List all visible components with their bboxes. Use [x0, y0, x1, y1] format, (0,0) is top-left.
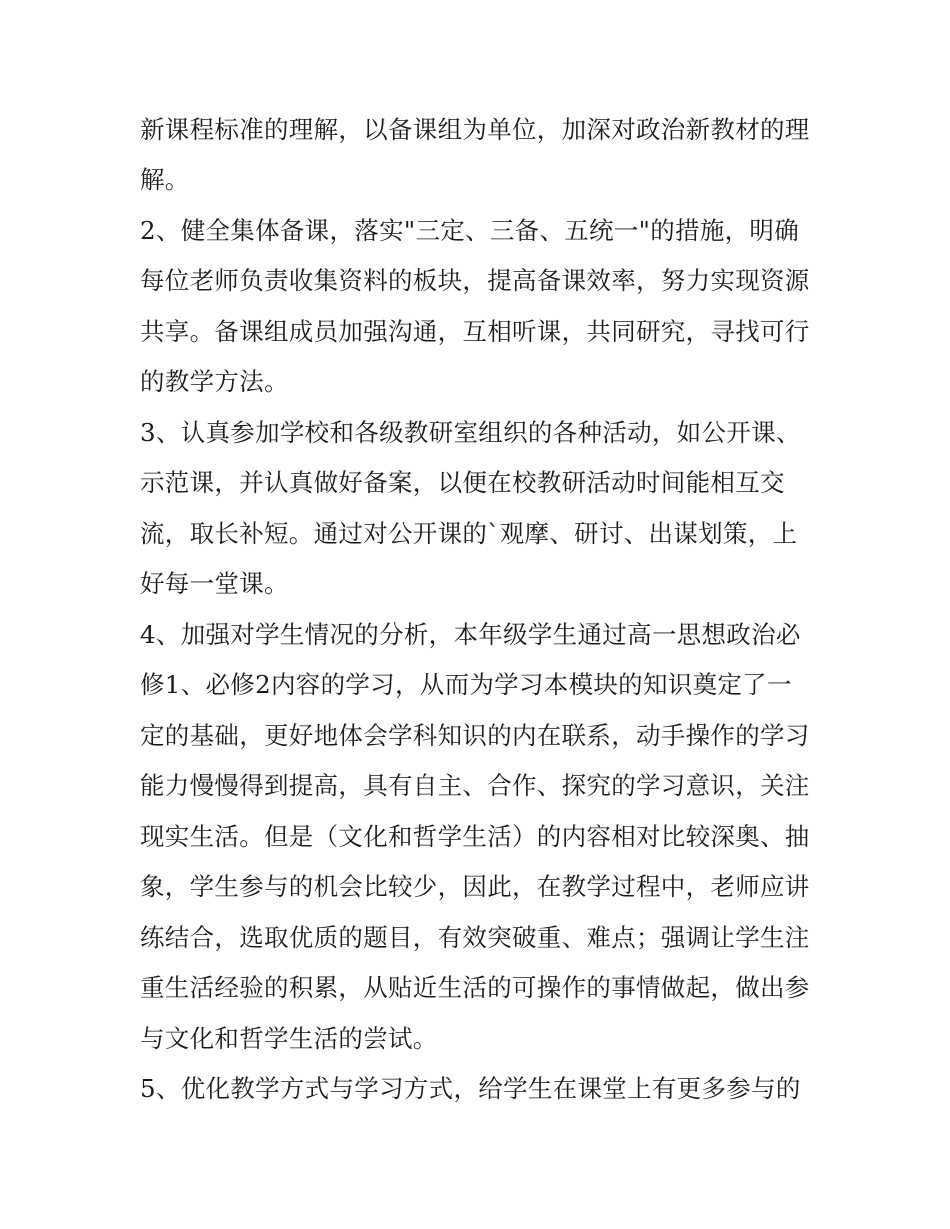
text-line: 与文化和哲学生活的尝试。	[140, 1024, 438, 1053]
text-line: 能力慢慢得到提高，具有自主、合作、探究的学习意识，关注	[140, 771, 810, 800]
text-line: 解。	[140, 165, 190, 194]
text-line: 修1、必修2内容的学习，从而为学习本模块的知识奠定了一	[140, 670, 792, 699]
text-line: 现实生活。但是（文化和哲学生活）的内容相对比较深奥、抽	[140, 822, 810, 851]
text-line: 练结合，选取优质的题目，有效突破重、难点；强调让学生注	[140, 923, 810, 952]
text-line: 共享。备课组成员加强沟通，互相听课，共同研究，寻找可行	[140, 317, 810, 346]
text-line: 重生活经验的积累，从贴近生活的可操作的事情做起，做出参	[140, 973, 810, 1002]
text-line: 4、加强对学生情况的分析，本年级学生通过高一思想政治必	[140, 620, 801, 649]
text-line: 定的基础，更好地体会学科知识的内在联系，动手操作的学习	[140, 721, 810, 750]
text-line: 象，学生参与的机会比较少，因此，在教学过程中，老师应讲	[140, 872, 810, 901]
text-line: 流，取长补短。通过对公开课的`观摩、研讨、出谋划策，上	[140, 519, 798, 548]
text-line: 的教学方法。	[140, 367, 289, 396]
text-line: 新课程标准的理解，以备课组为单位，加深对政治新教材的理	[140, 115, 810, 144]
text-line: 每位老师负责收集资料的板块，提高备课效率，努力实现资源	[140, 266, 810, 295]
text-line: 2、健全集体备课，落实"三定、三备、五统一"的措施，明确	[140, 216, 800, 245]
text-line: 3、认真参加学校和各级教研室组织的各种活动，如公开课、	[140, 418, 801, 447]
text-line: 好每一堂课。	[140, 569, 289, 598]
text-line: 5、优化教学方式与学习方式，给学生在课堂上有更多参与的	[140, 1074, 801, 1103]
text-line: 示范课，并认真做好备案，以便在校教研活动时间能相互交	[140, 468, 785, 497]
